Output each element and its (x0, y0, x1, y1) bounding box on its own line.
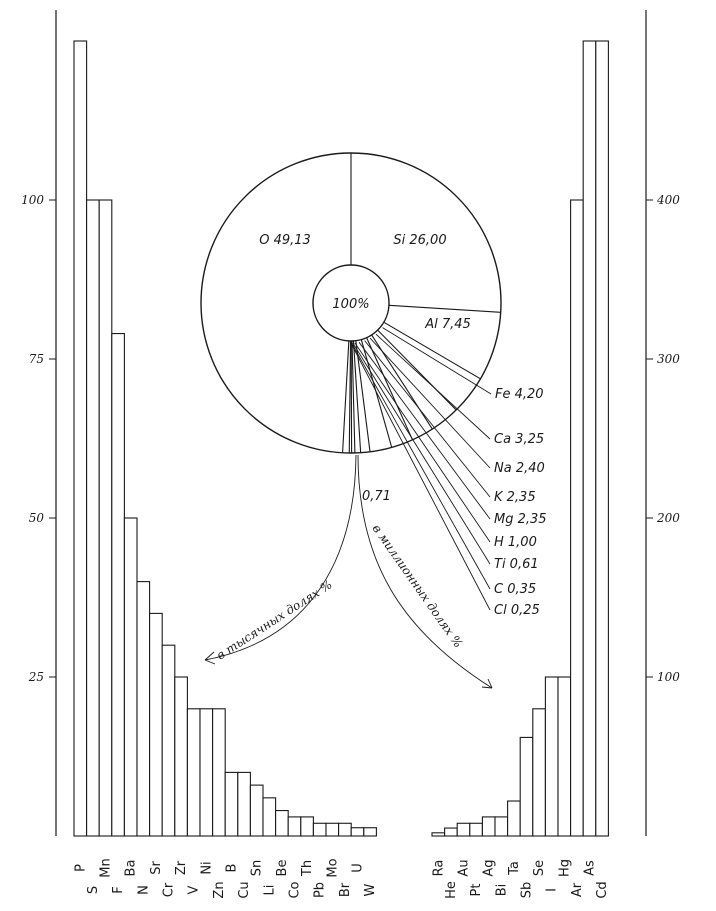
left-label-w: W (363, 883, 379, 897)
pie-label-mg-2-35: Mg 2,35 (494, 512, 547, 527)
pie-chart (201, 153, 547, 618)
pie-label-ca-3-25: Ca 3,25 (494, 432, 545, 447)
right-label-ra: Ra (431, 859, 447, 877)
left-label-sr: Sr (148, 861, 164, 875)
left-label-sn: Sn (249, 859, 265, 877)
label-thousandths: в тысячных долях % (214, 577, 335, 663)
left-bar-v (187, 709, 200, 836)
right-bar-cd (596, 41, 609, 836)
right-bar-ta (508, 801, 521, 836)
right-label-as: As (582, 860, 598, 876)
pie-label-k-2-35: K 2,35 (494, 490, 536, 505)
pie-label-si-26-00: Si 26,00 (393, 233, 447, 248)
left-bar-co (288, 817, 301, 836)
left-bar-li (263, 798, 276, 836)
right-bar-au (457, 823, 470, 836)
right-label-i: I (544, 888, 560, 892)
left-bar-w (364, 828, 377, 836)
left-bar-b (225, 772, 238, 836)
left-bar-sn (250, 785, 263, 836)
left-label-mo: Mo (325, 858, 341, 878)
left-label-co: Co (287, 881, 303, 899)
left-label-br: Br (337, 882, 353, 898)
right-bar-ar (571, 200, 584, 836)
right-tick-label-100: 100 (657, 670, 680, 684)
pie-label-al-7-45: Al 7,45 (425, 317, 471, 332)
left-axis (21, 10, 56, 836)
left-bar-br (339, 823, 352, 836)
pie-label-ti-0-61: Ti 0,61 (494, 557, 539, 572)
left-label-n: N (136, 885, 152, 895)
left-label-cr: Cr (161, 882, 177, 898)
left-label-mn: Mn (98, 858, 114, 878)
left-bar-u (351, 828, 364, 836)
left-tick-label-25: 25 (28, 670, 44, 684)
left-bar-mn (99, 200, 112, 836)
left-bar-zr (175, 677, 188, 836)
right-axis (646, 10, 680, 836)
right-label-se: Se (532, 859, 548, 877)
left-bar-mo (326, 823, 339, 836)
left-bar-cu (238, 772, 251, 836)
pie-center-label: 100% (332, 297, 370, 312)
left-tick-label-50: 50 (28, 511, 44, 525)
left-tick-label-75: 75 (28, 352, 44, 366)
left-label-u: U (350, 863, 366, 873)
right-bar-sb (520, 737, 533, 836)
pie-label-o-49-13: O 49,13 (259, 233, 311, 248)
pie-label-h-1-00: H 1,00 (494, 535, 537, 550)
right-bar-he (445, 828, 458, 836)
right-bar-ag (482, 817, 495, 836)
pie-label-fe-4-20: Fe 4,20 (495, 387, 544, 402)
left-label-pb: Pb (312, 881, 328, 899)
right-bar-bi (495, 817, 508, 836)
left-label-cu: Cu (237, 881, 253, 899)
left-label-li: Li (262, 884, 278, 896)
right-bar-se (533, 709, 546, 836)
left-label-v: V (186, 885, 202, 895)
left-tick-label-100: 100 (21, 193, 44, 207)
right-label-pt: Pt (469, 883, 485, 897)
pie-label-cl-0-25: Cl 0,25 (494, 603, 540, 618)
left-bar-pb (313, 823, 326, 836)
right-bar-ra (432, 833, 445, 836)
left-bar-th (301, 817, 314, 836)
left-label-f: F (111, 886, 127, 894)
left-bar-sr (150, 613, 163, 836)
left-label-p: P (73, 864, 89, 872)
pie-label-c-0-35: C 0,35 (494, 582, 537, 597)
left-bar-zn (213, 709, 226, 836)
right-bar-pt (470, 823, 483, 836)
left-bar-p (74, 41, 87, 836)
left-label-zr: Zr (174, 860, 190, 876)
left-label-s: S (85, 885, 101, 895)
left-label-be: Be (274, 859, 290, 877)
left-bar-cr (162, 645, 175, 836)
right-label-ar: Ar (569, 882, 585, 898)
left-label-b: B (224, 863, 240, 873)
right-label-sb: Sb (519, 881, 535, 899)
pie-label-remainder: 0,71 (362, 489, 391, 504)
right-label-ag: Ag (481, 859, 497, 877)
right-label-hg: Hg (557, 858, 573, 878)
left-bar-s (87, 200, 100, 836)
left-label-ni: Ni (199, 861, 215, 875)
left-bar-n (137, 582, 150, 836)
left-label-th: Th (300, 859, 316, 877)
right-tick-label-200: 200 (657, 511, 680, 525)
right-bar-i (545, 677, 558, 836)
right-label-cd: Cd (595, 881, 611, 899)
left-bar-be (276, 811, 289, 836)
right-label-he: He (443, 881, 459, 899)
right-bar-hg (558, 677, 571, 836)
left-bar-f (112, 334, 125, 836)
right-label-ta: Ta (506, 861, 522, 875)
right-tick-label-400: 400 (657, 193, 680, 207)
left-bar-ba (124, 518, 137, 836)
arrow-thousandths (205, 455, 356, 663)
annotation-arrows (205, 455, 492, 688)
label-millionths: в миллионных долях % (369, 521, 466, 651)
left-label-ba: Ba (123, 859, 139, 877)
left-bar-ni (200, 709, 213, 836)
left-label-zn: Zn (211, 881, 227, 899)
right-label-au: Au (456, 859, 472, 877)
pie-label-na-2-40: Na 2,40 (494, 461, 545, 476)
right-bar-as (583, 41, 596, 836)
right-label-bi: Bi (494, 883, 510, 897)
right-tick-label-300: 300 (657, 352, 680, 366)
